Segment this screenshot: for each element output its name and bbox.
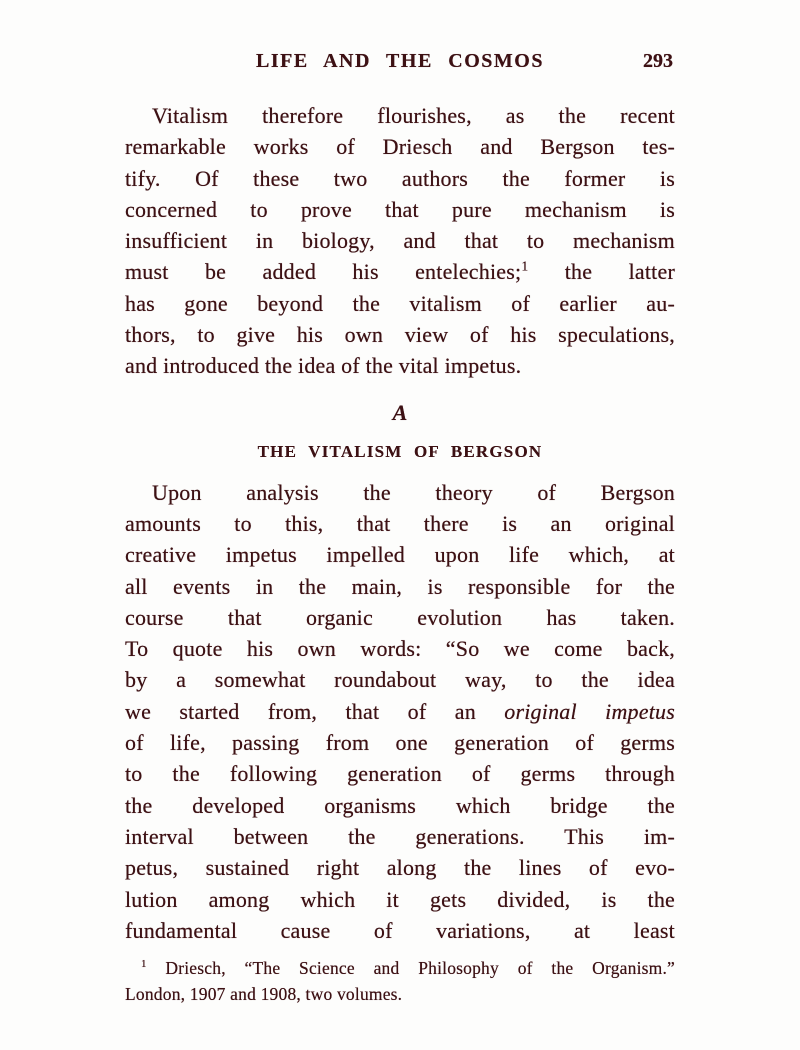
text-line: interval between the generations. This im- [125, 823, 675, 849]
text-line: creative impetus impelled upon life which, at [125, 542, 675, 568]
footnote [125, 955, 675, 1007]
text-line: petus, sustained right along the lines of evo- [125, 855, 675, 881]
section-letter: A [392, 399, 408, 425]
paragraph-bergson-analysis [125, 477, 675, 946]
text-block [125, 50, 675, 1007]
text-line: has gone beyond the vitalism of earlier au- [125, 290, 675, 316]
text-line: all events in the main, is responsible for the [125, 573, 675, 599]
text-line: tify. Of these two authors the former is [125, 165, 675, 191]
text-line: fundamental cause of variations, at least [125, 917, 675, 943]
running-header [125, 50, 675, 74]
running-header-title: LIFE AND THE COSMOS [256, 50, 544, 72]
text-line: lution among which it gets divided, is the [125, 886, 675, 912]
text-line: To quote his own words: “So we come back, [125, 636, 675, 662]
text-line: insufficient in biology, and that to mechanism [125, 228, 675, 254]
page-number: 293 [643, 50, 673, 72]
text-line: to the following generation of germs through [125, 761, 675, 787]
text-line: by a somewhat roundabout way, to the idea [125, 667, 675, 693]
text-line: course that organic evolution has taken. [125, 604, 675, 630]
paragraph-vitalism-flourishes [125, 100, 675, 382]
text-line: amounts to this, that there is an original [125, 510, 675, 536]
text-line: concerned to prove that pure mechanism is [125, 196, 675, 222]
text-line: we started from, that of an original impetus [125, 698, 675, 724]
text-line: London, 1907 and 1908, two volumes. [125, 984, 403, 1005]
text-line: Vitalism therefore flourishes, as the recent [152, 103, 675, 128]
text-line: of life, passing from one generation of germs [125, 730, 675, 756]
text-line: remarkable works of Driesch and Bergson tes- [125, 134, 675, 160]
text-line: thors, to give his own view of his speculations, [125, 322, 675, 348]
section-heading: THE VITALISM OF BERGSON [257, 441, 543, 461]
text-line: the developed organisms which bridge the [125, 792, 675, 818]
text-line: must be added his entelechies;$^1$ the latter [125, 259, 675, 285]
text-line: $^1$ Driesch, “The Science and Philosophy of the Organism.” [141, 958, 675, 979]
text-line: and introduced the idea of the vital impetus. [125, 353, 522, 379]
text-line: Upon analysis the theory of Bergson [152, 479, 675, 505]
